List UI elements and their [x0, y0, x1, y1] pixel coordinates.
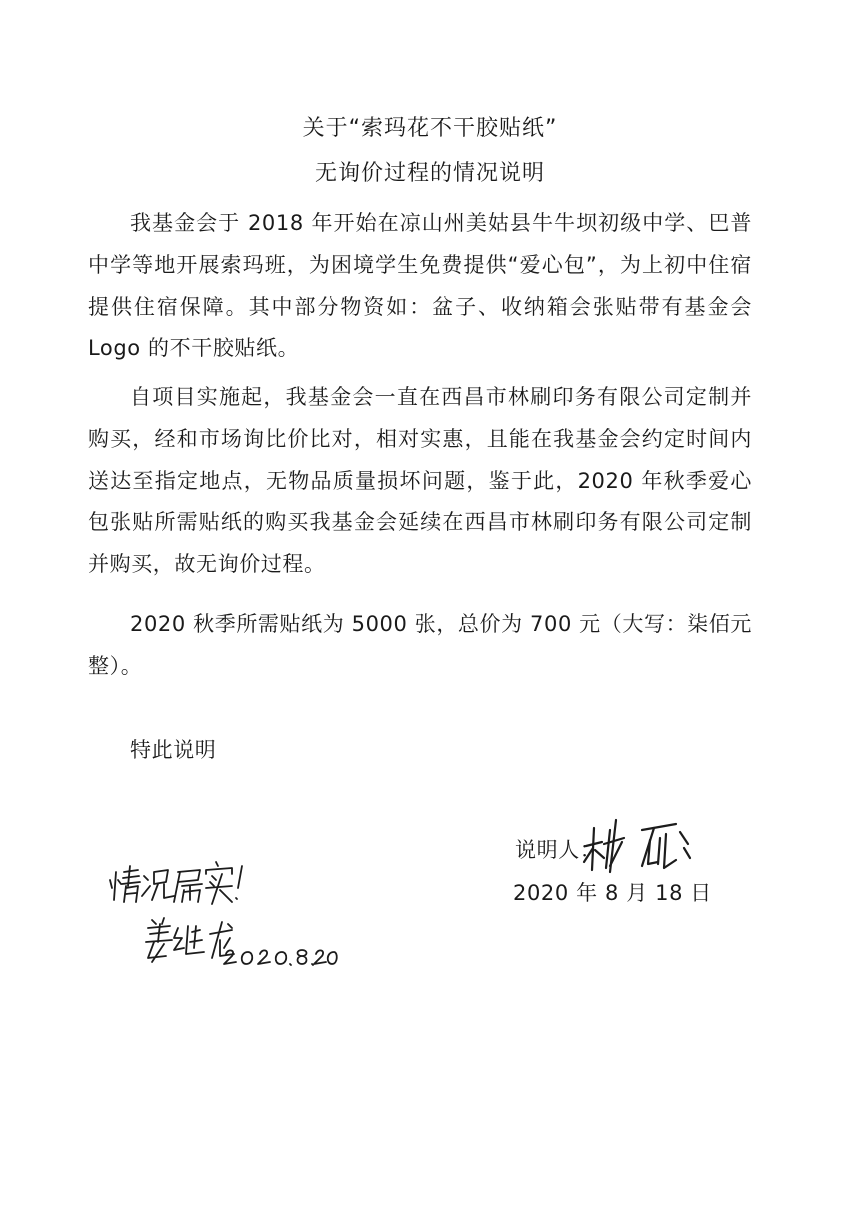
document-title-line-1: 关于“索玛花不干胶贴纸”: [302, 116, 558, 141]
document-title-line-2: 无询价过程的情况说明: [314, 161, 545, 186]
signer-signature-image: [580, 808, 695, 878]
approval-handwriting-image: [108, 858, 338, 978]
paragraph-3: 2020 秋季所需贴纸为 5000 张，总价为 700 元（大写：柒佰元整）。: [88, 612, 752, 678]
document-date: 2020 年 8 月 18 日: [513, 881, 712, 905]
closing-statement: 特此说明: [130, 738, 217, 762]
paragraph-2: 自项目实施起，我基金会一直在西昌市林刷印务有限公司定制并购买，经和市场询比价比对，相对实惠，且能在我基金会约定时间内送达至指定地点，无物品质量损坏问题，鉴于此，2020 年秋季爱心包张贴所需贴纸的购买我基金会延续在西昌市林刷印务有限公司定制并购买，故无询价过程。: [88, 385, 752, 577]
signer-label: 说明人：: [515, 838, 602, 862]
paragraph-1: 我基金会于 2018 年开始在凉山州美姑县牛牛坝初级中学、巴普中学等地开展索玛班，为困境学生免费提供“爱心包”，为上初中住宿提供住宿保障。其中部分物资如：盆子、收纳箱会张贴带有基金会 Logo 的不干胶贴纸。: [88, 211, 752, 361]
